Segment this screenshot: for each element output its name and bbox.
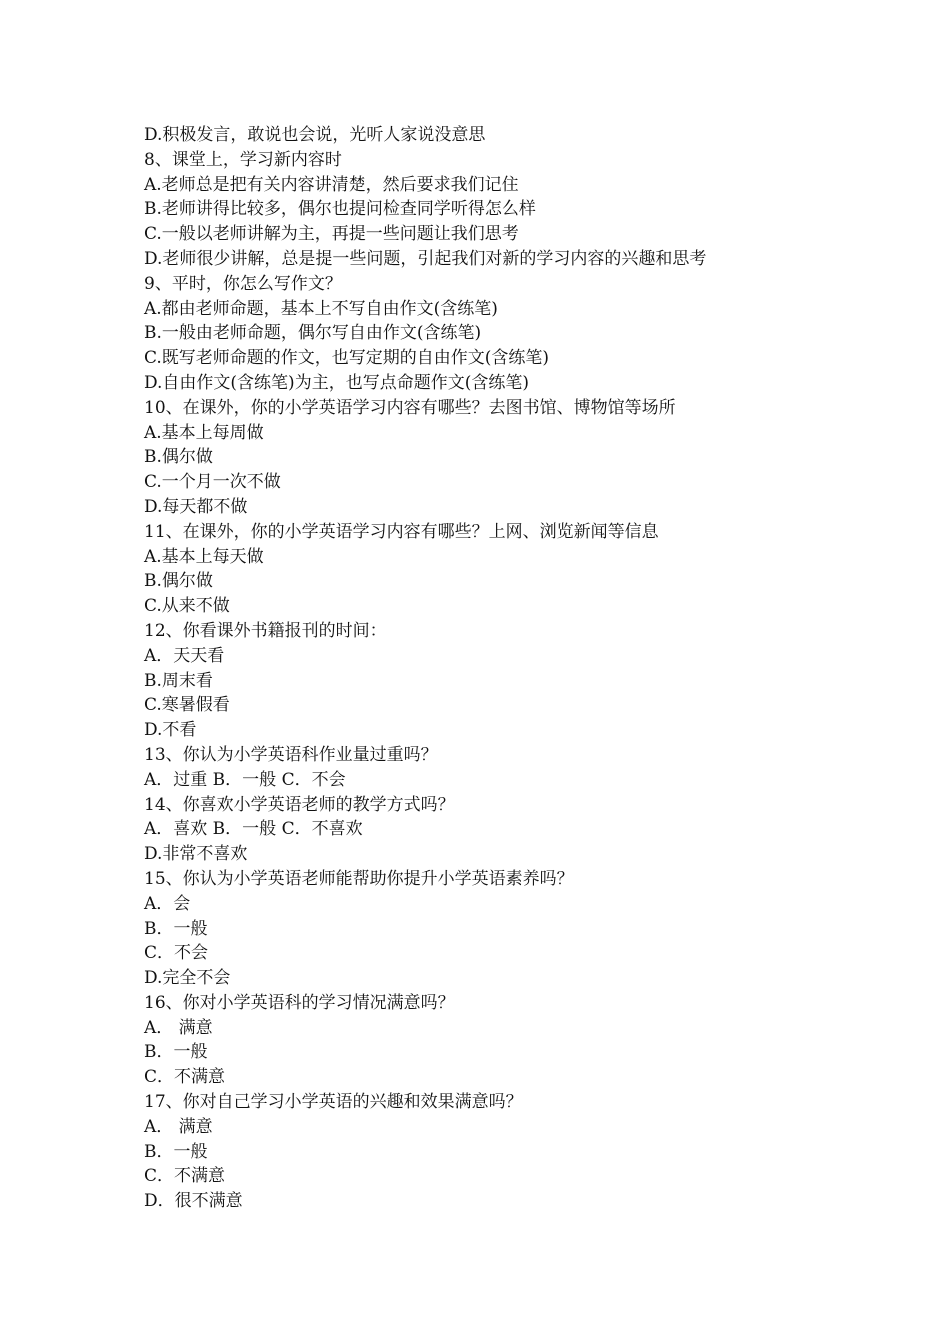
text-line: C.既写老师命题的作文，也写定期的自由作文(含练笔) [144,348,550,369]
text-line: C.寒暑假看 [144,695,230,716]
text-line: A． 满意 [144,1017,213,1038]
text-line: C.一般以老师讲解为主，再提一些问题让我们思考 [144,224,519,245]
text-line: A.都由老师命题，基本上不写自由作文(含练笔) [144,298,498,319]
text-line: C．不满意 [144,1166,226,1187]
text-line: 16、你对小学英语科的学习情况满意吗？ [144,992,455,1013]
text-line: D.积极发言，敢说也会说，光听人家说没意思 [144,125,486,145]
text-line: D.完全不会 [144,968,231,989]
text-line: B.偶尔做 [144,571,213,592]
text-line: C．不会 [144,943,209,964]
text-line: 8、课堂上，学习新内容时 [144,149,342,170]
text-line: 17、你对自己学习小学英语的兴趣和效果满意吗？ [144,1092,523,1113]
text-line: D.自由作文(含练笔)为主，也写点命题作文(含练笔) [144,372,529,393]
text-line: A．喜欢 B．一般 C．不喜欢 [144,819,363,840]
text-line: C.从来不做 [144,596,230,617]
text-line: D.老师很少讲解，总是提一些问题，引起我们对新的学习内容的兴趣和思考 [144,248,707,269]
text-line: D.每天都不做 [144,496,248,517]
text-line: 15、你认为小学英语老师能帮助你提升小学英语素养吗？ [144,868,574,889]
text-line: C.一个月一次不做 [144,472,281,493]
text-line: B.周末看 [144,670,213,691]
text-line: 13、你认为小学英语科作业量过重吗？ [144,744,438,765]
text-line: A.老师总是把有关内容讲清楚，然后要求我们记住 [144,174,519,195]
text-line: C．不满意 [144,1067,226,1088]
text-line: B．一般 [144,1042,208,1063]
text-line: A．天天看 [144,645,225,666]
document-body [144,123,844,1214]
text-line: D.不看 [144,720,197,741]
text-line: A． 满意 [144,1116,213,1137]
text-line: 9、平时，你怎么写作文？ [144,273,342,294]
text-line: B．一般 [144,918,208,939]
text-line: D．很不满意 [144,1191,243,1212]
text-line: A.基本上每周做 [144,422,264,443]
text-line: A．会 [144,893,191,914]
text-line: A.基本上每天做 [144,546,264,567]
text-line: B.一般由老师命题，偶尔写自由作文(含练笔) [144,323,482,344]
text-line: B.偶尔做 [144,447,213,468]
text-line: B.老师讲得比较多，偶尔也提问检查同学听得怎么样 [144,199,536,220]
text-line: D.非常不喜欢 [144,844,248,865]
text-line: 12、你看课外书籍报刊的时间： [144,620,387,641]
text-line: 10、在课外，你的小学英语学习内容有哪些？去图书馆、博物馆等场所 [144,397,676,418]
text-line: A．过重 B．一般 C．不会 [144,769,346,790]
text-line: 14、你喜欢小学英语老师的教学方式吗？ [144,794,455,815]
text-line: 11、在课外，你的小学英语学习内容有哪些？上网、浏览新闻等信息 [144,521,659,542]
text-line: B．一般 [144,1141,208,1162]
